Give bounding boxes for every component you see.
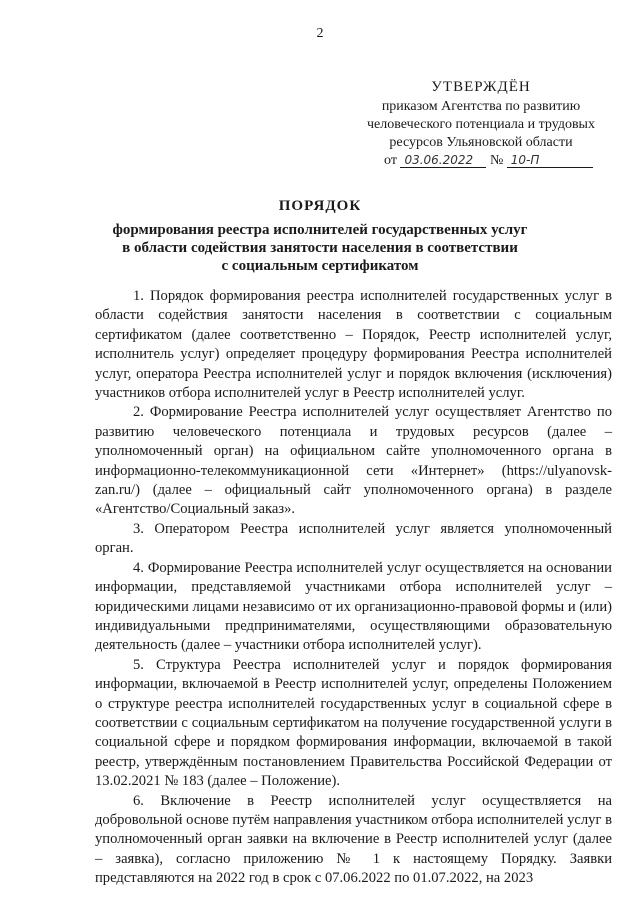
handwritten-date: 03.06.2022 <box>400 153 486 168</box>
title-line: в области содействия занятости населения в соответствии <box>122 240 518 256</box>
document-title <box>60 197 580 275</box>
paragraph-1: 1. Порядок формирования реестра исполнителей государственных услуг в области содействия занятости населения в соответствии с социальным сертификатом (далее соответственно – Порядок, Реестр исполнителей услуг, исполнитель услуг) определяет процедуру формирования Реестра исполнителей услуг, оператора Реестра исполнителей услуг и порядок включения (исключения) участников отбора исполнителей услуг в Реестр исполнителей услуг. <box>95 288 612 402</box>
approval-date-line <box>350 152 612 170</box>
number-prefix: № <box>489 153 504 168</box>
approval-line: приказом Агентства по развитию <box>381 99 581 114</box>
title-line: формирования реестра исполнителей государственных услуг <box>112 222 528 238</box>
approval-stamp-block <box>350 78 612 170</box>
title-line: с социальным сертификатом <box>221 258 419 274</box>
paragraph-6: 6. Включение в Реестр исполнителей услуг осуществляется на добровольной основе путём направления участником отбора исполнителей услуг в уполномоченный орган заявки на включение в Реестр исполнителей услуг (далее – заявка), согласно приложению № 1 к настоящему Порядку. Заявки представляются на 2022 год в срок с 07.06.2022 по 01.07.2022, на 2023 <box>95 792 612 887</box>
date-prefix: от <box>384 153 397 168</box>
page-number: 2 <box>316 26 324 41</box>
document-body <box>95 287 612 889</box>
approval-line: человеческого потенциала и трудовых <box>367 117 595 132</box>
approval-line: ресурсов Ульяновской области <box>389 135 573 150</box>
title-main: ПОРЯДОК <box>278 198 362 214</box>
paragraph-5: 5. Структура Реестра исполнителей услуг и порядок формирования информации, включаемой в Реестр исполнителей услуг, определены Положением о структуре реестра исполнителей государственных услуг в социальной сфере в соответствии с социальным сертификатом на получение государственной услуги в социальной сфере и порядком формирования информации, включаемой в такой реестр, утверждённым постановлением Правительства Российской Федерации от 13.02.2021 № 183 (далее – Положение). <box>95 656 612 790</box>
paragraph-3: 3. Оператором Реестра исполнителей услуг является уполномоченный орган. <box>95 520 612 557</box>
approval-heading: УТВЕРЖДЁН <box>431 79 531 95</box>
paragraph-4: 4. Формирование Реестра исполнителей услуг осуществляется на основании информации, представляемой участниками отбора исполнителей услуг – юридическими лицами независимо от их организационно-правовой формы и (или) индивидуальными предпринимателями, осуществляющими образовательную деятельность (далее – участники отбора исполнителей услуг). <box>95 559 612 654</box>
handwritten-number: 10-П <box>507 153 593 168</box>
paragraph-2: 2. Формирование Реестра исполнителей услуг осуществляет Агентство по развитию человеческого потенциала и трудовых ресурсов (далее – уполномоченный орган) на официальном сайте уполномоченного органа в информационно-телекоммуникационной сети «Интернет» (https://ulyanovsk-zan.ru/) (далее – официальный сайт уполномоченного органа) в разделе «Агентство/Социальный заказ». <box>95 404 612 518</box>
